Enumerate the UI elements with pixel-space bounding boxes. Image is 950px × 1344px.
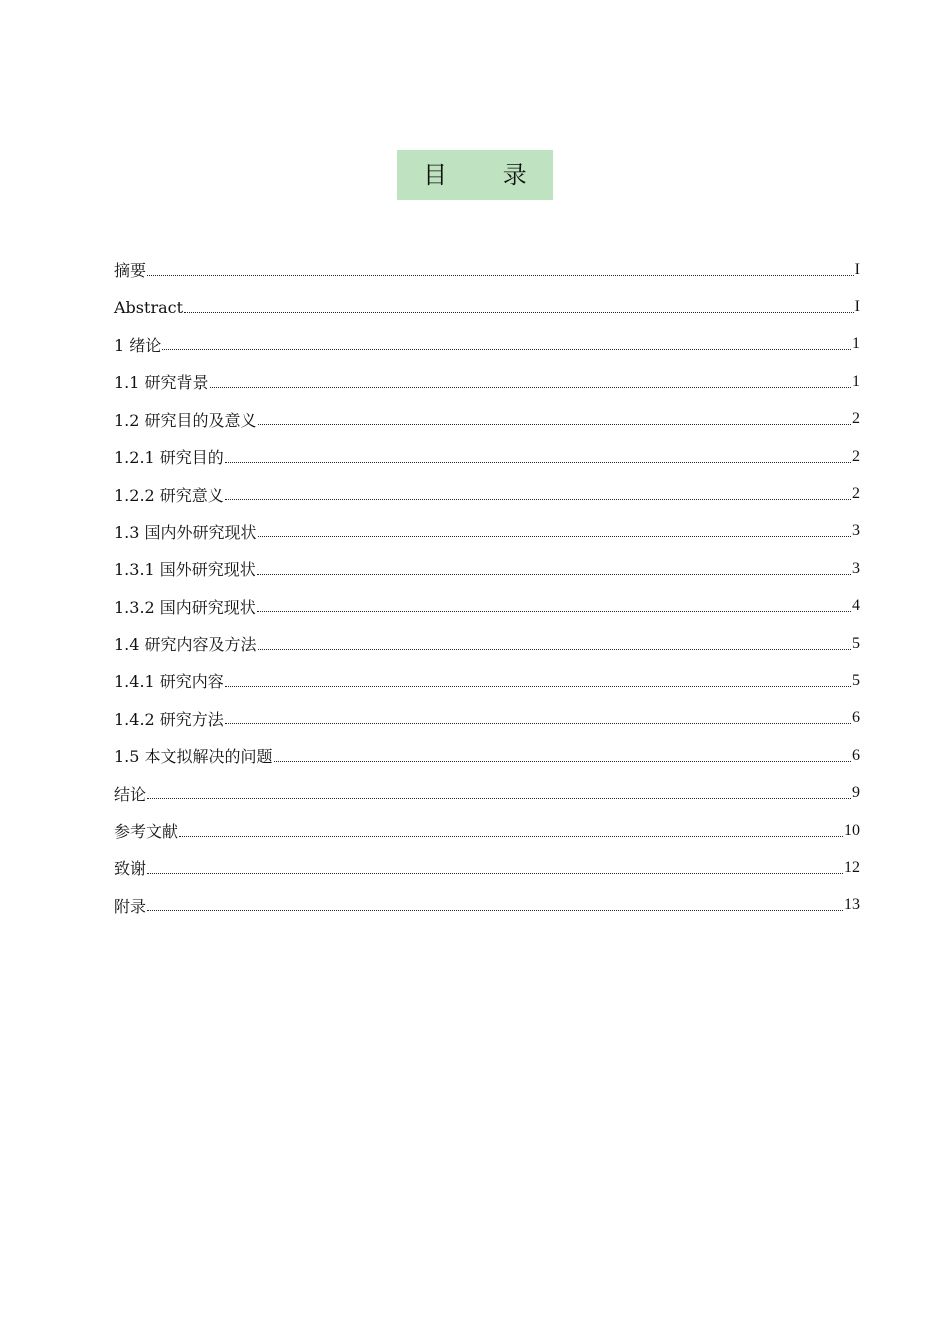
toc-entry-label: 1 绪论: [114, 335, 162, 355]
dot-leader: [162, 348, 851, 350]
toc-entry-label: Abstract: [114, 297, 184, 317]
toc-entry-page: 5: [852, 671, 860, 689]
toc-entry-label: 结论: [114, 784, 147, 804]
dot-leader: [147, 274, 854, 276]
toc-entry[interactable]: [114, 550, 860, 587]
toc-entry-page: 2: [852, 485, 860, 503]
toc-entry-label: 1.4.2 研究方法: [114, 709, 224, 729]
toc-entry-label: 1.1 研究背景: [114, 373, 209, 393]
toc-entry-page: 4: [852, 597, 860, 615]
toc-entry-label: 附录: [114, 896, 147, 916]
toc-entry[interactable]: [114, 513, 860, 550]
toc-entry-label: 1.2.2 研究意义: [114, 485, 224, 505]
dot-leader: [225, 498, 851, 500]
toc-entry[interactable]: [114, 774, 860, 811]
toc-entry[interactable]: [114, 849, 860, 886]
dot-leader: [258, 423, 851, 425]
toc-entry-label: 摘要: [114, 261, 147, 281]
toc-entry-page: 9: [852, 784, 860, 802]
toc-entry[interactable]: [114, 288, 860, 325]
toc-entry-page: I: [854, 298, 860, 316]
table-of-contents: [114, 251, 860, 924]
toc-entry[interactable]: [114, 326, 860, 363]
toc-entry[interactable]: [114, 625, 860, 662]
toc-entry-label: 1.3.2 国内研究现状: [114, 597, 256, 617]
dot-leader: [257, 573, 851, 575]
dot-leader: [257, 610, 851, 612]
toc-entry-label: 1.3.1 国外研究现状: [114, 560, 256, 580]
page-title: 目 录: [397, 150, 553, 200]
toc-entry-label: 1.2 研究目的及意义: [114, 410, 257, 430]
toc-entry-page: 3: [852, 522, 860, 540]
toc-entry-page: 10: [844, 821, 860, 839]
toc-entry-label: 1.2.1 研究目的: [114, 448, 224, 468]
dot-leader: [147, 797, 851, 799]
toc-entry[interactable]: [114, 438, 860, 475]
toc-entry-page: 3: [852, 559, 860, 577]
toc-entry[interactable]: [114, 363, 860, 400]
dot-leader: [274, 760, 851, 762]
toc-entry-label: 1.4.1 研究内容: [114, 672, 224, 692]
toc-entry-page: 6: [852, 746, 860, 764]
toc-entry[interactable]: [114, 662, 860, 699]
toc-entry[interactable]: [114, 812, 860, 849]
dot-leader: [210, 386, 851, 388]
dot-leader: [258, 648, 851, 650]
toc-entry-label: 致谢: [114, 859, 147, 879]
toc-entry[interactable]: [114, 475, 860, 512]
toc-entry-page: 5: [852, 634, 860, 652]
toc-entry[interactable]: [114, 700, 860, 737]
dot-leader: [258, 535, 851, 537]
toc-entry[interactable]: [114, 737, 860, 774]
toc-entry-page: 6: [852, 709, 860, 727]
dot-leader: [225, 461, 851, 463]
dot-leader: [147, 909, 843, 911]
toc-entry[interactable]: [114, 401, 860, 438]
toc-entry-page: 1: [852, 335, 860, 353]
toc-entry-page: 13: [844, 896, 860, 914]
toc-entry[interactable]: [114, 588, 860, 625]
dot-leader: [179, 835, 843, 837]
toc-entry[interactable]: [114, 251, 860, 288]
toc-entry-page: 1: [852, 372, 860, 390]
toc-entry-page: I: [854, 260, 860, 278]
dot-leader: [225, 722, 851, 724]
toc-entry-label: 1.4 研究内容及方法: [114, 635, 257, 655]
toc-entry-label: 1.3 国内外研究现状: [114, 522, 257, 542]
title-wrap: [0, 150, 950, 200]
toc-entry-label: 1.5 本文拟解决的问题: [114, 747, 273, 767]
toc-entry-label: 参考文献: [114, 822, 179, 842]
dot-leader: [184, 311, 854, 313]
dot-leader: [147, 872, 843, 874]
toc-entry[interactable]: [114, 887, 860, 924]
toc-entry-page: 12: [844, 858, 860, 876]
toc-entry-page: 2: [852, 447, 860, 465]
dot-leader: [225, 685, 851, 687]
toc-entry-page: 2: [852, 410, 860, 428]
